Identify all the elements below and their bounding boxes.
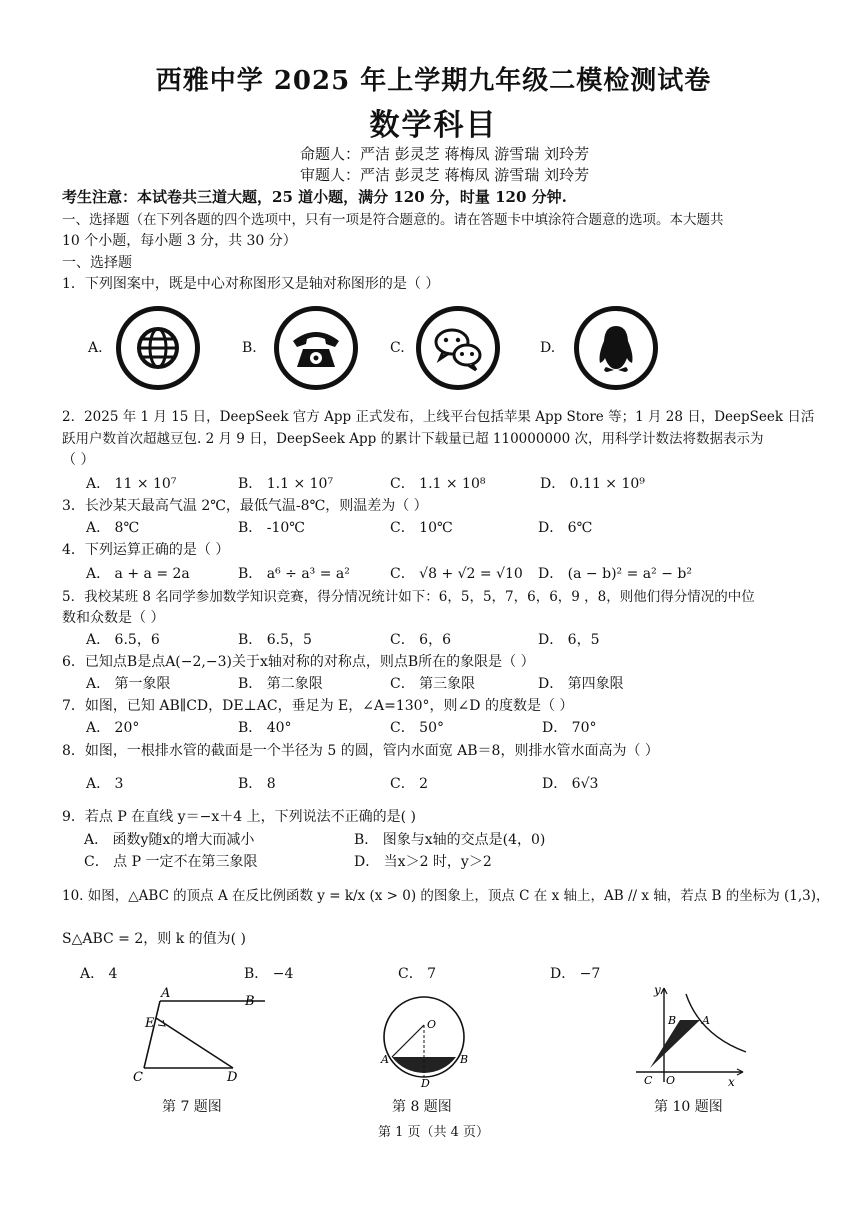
q3-option-c: C． 10℃: [390, 520, 453, 536]
radius-oa: [392, 1025, 424, 1057]
q4-option-a: A． a + a = 2a: [86, 566, 190, 582]
figure-7-caption: 第 7 题图: [162, 1099, 222, 1115]
subject-title: 数学科目: [369, 108, 498, 143]
q9-stem: 9．若点 P 在直线 y＝−x＋4 上，下列说法不正确的是( ): [62, 809, 416, 825]
q10-stem-line2: S△ABC = 2，则 k 的值为( ): [62, 931, 247, 947]
triangle-abc: [650, 1020, 700, 1068]
reviewers: 审题人：严洁 彭灵芝 蒋梅凤 游雪瑞 刘玲芳: [300, 166, 590, 184]
q6-option-b: B． 第二象限: [238, 676, 323, 692]
section-heading-line3: 一、选择题: [62, 255, 132, 271]
q3-option-d: D． 6℃: [538, 520, 593, 536]
q4-stem: 4．下列运算正确的是（ ）: [62, 542, 230, 558]
wechat-icon: [416, 306, 500, 390]
label-o: O: [666, 1074, 676, 1087]
q5-stem-line2: 数和众数是（ ）: [62, 610, 165, 626]
q2-option-a: A． 11 × 10⁷: [86, 476, 177, 492]
q6-option-c: C． 第三象限: [390, 676, 476, 692]
page-footer: 第 1 页（共 4 页）: [377, 1125, 490, 1140]
q1-option-d: D.: [540, 340, 556, 356]
q6-option-d: D． 第四象限: [538, 676, 624, 692]
q8-option-a: A． 3: [86, 776, 124, 792]
penguin-icon: [574, 306, 658, 390]
figure-7: [125, 985, 275, 1085]
figure-8-caption: 第 8 题图: [392, 1099, 452, 1115]
label-a: A: [381, 1053, 389, 1066]
q10-option-c: C． 7: [398, 966, 437, 982]
q6-option-a: A． 第一象限: [86, 676, 171, 692]
label-b: B: [460, 1053, 469, 1066]
label-y: y: [654, 983, 661, 997]
q2-option-c: C． 1.1 × 10⁸: [390, 476, 486, 492]
q2-option-b: B． 1.1 × 10⁷: [238, 476, 334, 492]
q10-option-a: A． 4: [80, 966, 118, 982]
q1-option-b: B.: [242, 340, 257, 356]
q4-option-c: C． √8 + √2 = √10: [390, 566, 523, 582]
q5-option-b: B． 6.5，5: [238, 632, 312, 648]
q10-stem-line1: 10. 如图，△ABC 的顶点 A 在反比例函数 y = k/x (x > 0) 的图象上，顶点 C 在 x 轴上，AB // x 轴，若点 B 的坐标为 (1,3)，: [62, 888, 830, 904]
notice: 考生注意：本试卷共三道大题，25 道小题，满分 120 分，时量 120 分钟.: [62, 188, 567, 206]
q3-option-b: B． -10℃: [238, 520, 305, 536]
figure-10-caption: 第 10 题图: [654, 1099, 723, 1115]
q9-option-d: D． 当x＞2 时，y＞2: [354, 854, 492, 870]
q2-stem-line3: （ ）: [62, 452, 95, 468]
q3-option-a: A． 8℃: [86, 520, 140, 536]
q8-option-c: C． 2: [390, 776, 429, 792]
q7-option-a: A． 20°: [86, 720, 140, 736]
q1-option-c: C.: [390, 340, 405, 356]
label-d: D: [421, 1077, 430, 1087]
q7-option-d: D． 70°: [542, 720, 597, 736]
q1-option-a: A.: [88, 340, 103, 356]
q7-option-c: C． 50°: [390, 720, 444, 736]
q5-option-d: D． 6，5: [538, 632, 600, 648]
label-c: C: [133, 1070, 143, 1085]
globe-icon: [116, 306, 200, 390]
q2-stem-line2: 跃用户数首次超越豆包. 2 月 9 日，DeepSeek App 的累计下载量已超 110000000 次，用科学计数法将数据表示为: [62, 431, 764, 447]
q5-option-a: A． 6.5，6: [86, 632, 160, 648]
label-b: B: [245, 994, 255, 1009]
line-ac: [144, 1001, 160, 1068]
q7-option-b: B． 40°: [238, 720, 292, 736]
q1-stem: 1．下列图案中，既是中心对称图形又是轴对称图形的是（ ）: [62, 276, 440, 292]
label-d: D: [227, 1070, 238, 1085]
label-e: E: [145, 1016, 155, 1031]
q6-stem: 6．已知点B是点A(−2,−3)关于x轴对称的对称点，则点B所在的象限是（ ）: [62, 654, 535, 670]
q8-stem: 8．如图，一根排水管的截面是一个半径为 5 的圆，管内水面宽 AB＝8，则排水管水面高为（ ）: [62, 743, 659, 759]
q5-option-c: C． 6，6: [390, 632, 451, 648]
q5-stem-line1: 5．我校某班 8 名同学参加数学知识竞赛，得分情况统计如下：6，5，5，7，6，6，9 ，8，则他们得分情况的中位: [62, 589, 755, 605]
section-heading-line2: 10 个小题，每小题 3 分，共 30 分）: [62, 233, 297, 249]
figure-8: [372, 995, 476, 1087]
q2-option-d: D． 0.11 × 10⁹: [540, 476, 645, 492]
label-a: A: [161, 986, 171, 1001]
section-heading-line1: 一、选择题（在下列各题的四个选项中，只有一项是符合题意的。请在答题卡中填涂符合题意的选项。本大题共: [62, 212, 724, 228]
q9-option-c: C． 点 P 一定不在第三象限: [84, 854, 258, 870]
figure-10: [628, 980, 758, 1090]
q10-option-b: B． −4: [244, 966, 294, 982]
telephone-icon: [274, 306, 358, 390]
label-c: C: [644, 1074, 653, 1087]
label-x: x: [728, 1075, 735, 1089]
q8-option-d: D． 6√3: [542, 776, 599, 792]
exam-title: 西雅中学 2025 年上学期九年级二模检测试卷: [155, 66, 712, 96]
q9-option-a: A． 函数y随x的增大而减小: [84, 832, 255, 848]
label-o: O: [427, 1018, 437, 1031]
q9-option-b: B． 图象与x轴的交点是(4，0): [354, 832, 546, 848]
q8-option-b: B． 8: [238, 776, 276, 792]
label-a: A: [702, 1014, 710, 1027]
q4-option-d: D． (a − b)² = a² − b²: [538, 566, 692, 582]
q10-option-d: D． −7: [550, 966, 601, 982]
line-ed: [156, 1018, 233, 1068]
proposers: 命题人：严洁 彭灵芝 蒋梅凤 游雪瑞 刘玲芳: [300, 145, 590, 163]
q2-stem-line1: 2．2025 年 1 月 15 日，DeepSeek 官方 App 正式发布，上线平台包括苹果 App Store 等；1 月 28 日，DeepSeek 日活: [62, 409, 815, 425]
label-b: B: [668, 1014, 677, 1027]
q4-option-b: B． a⁶ ÷ a³ = a²: [238, 566, 350, 582]
q7-stem: 7．如图，已知 AB∥CD，DE⊥AC，垂足为 E，∠A=130°，则∠D 的度数是（ ）: [62, 698, 574, 714]
q3-stem: 3．长沙某天最高气温 2℃，最低气温-8℃，则温差为（ ）: [62, 498, 428, 514]
